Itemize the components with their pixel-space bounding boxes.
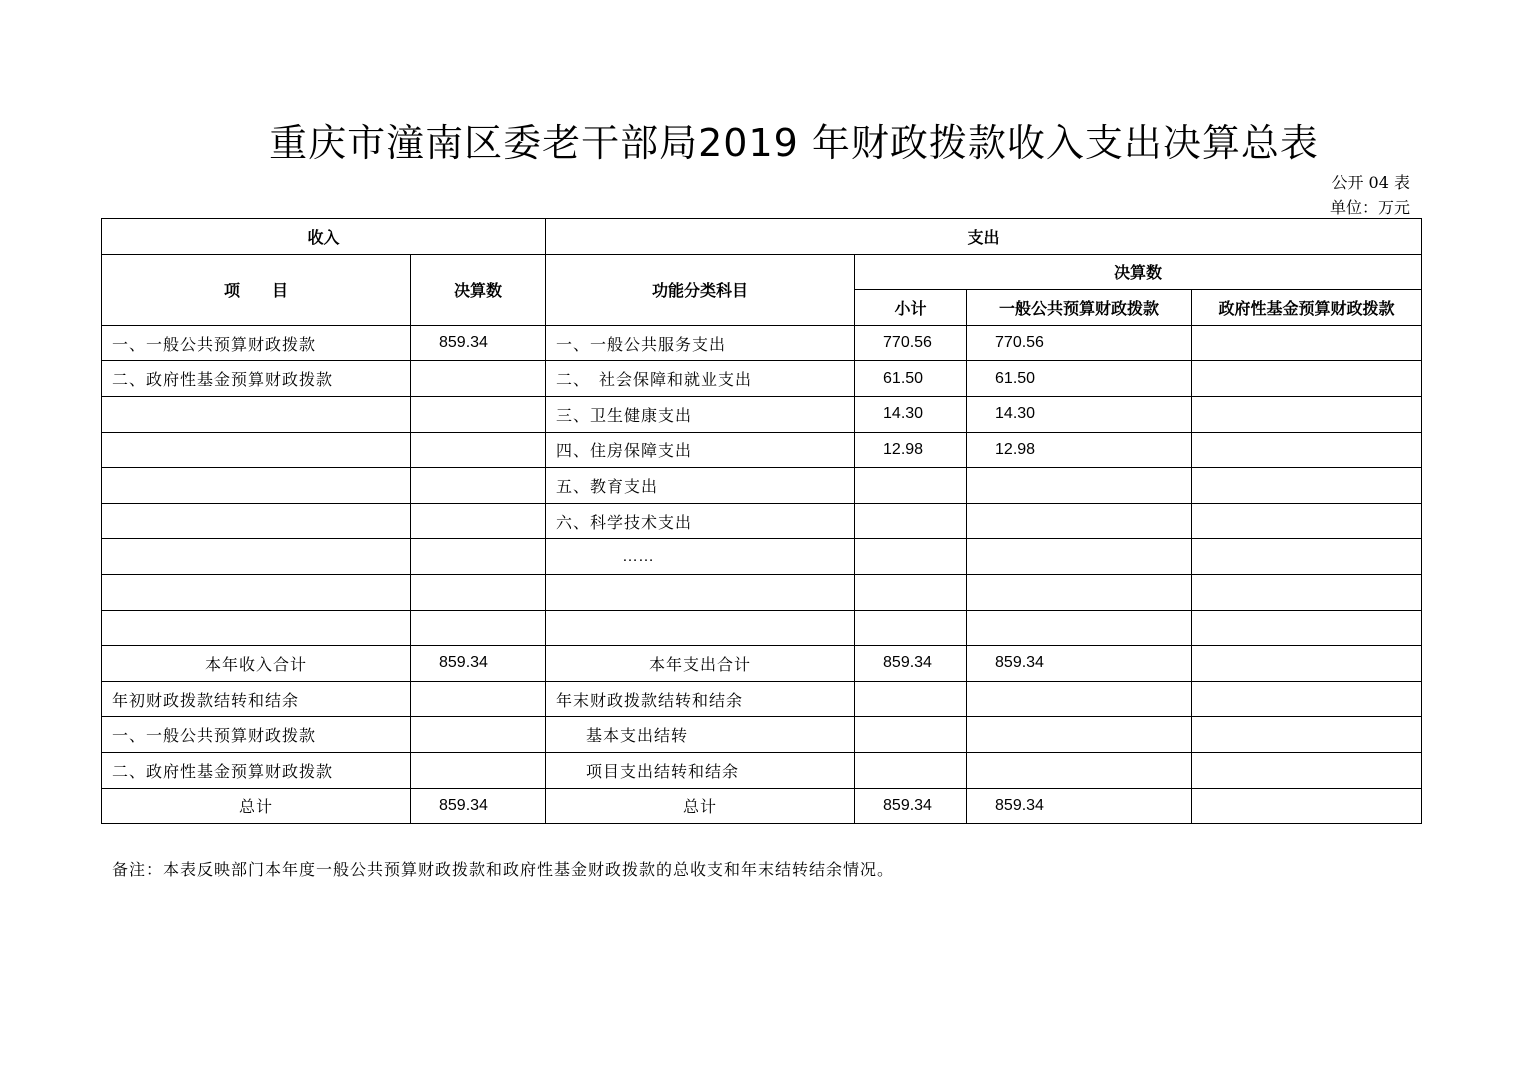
general-budget-cell — [967, 681, 1192, 717]
gov-fund-cell — [1192, 717, 1422, 753]
table-row — [102, 361, 1422, 397]
income-amount-cell — [411, 432, 546, 468]
subtotal-cell: 12.98 — [855, 432, 967, 468]
gov-fund-header: 政府性基金预算财政拨款 — [1192, 290, 1422, 326]
income-amount-cell — [411, 503, 546, 539]
general-budget-cell — [967, 468, 1192, 504]
income-item-cell — [102, 468, 411, 504]
general-budget-cell: 14.30 — [967, 396, 1192, 432]
gov-fund-cell — [1192, 432, 1422, 468]
income-item-cell: 一、一般公共预算财政拨款 — [102, 717, 411, 753]
general-budget-cell — [967, 752, 1192, 788]
subtotal-cell — [855, 574, 967, 610]
table-row — [102, 717, 1422, 753]
gov-fund-cell — [1192, 325, 1422, 361]
table-row-year-total — [102, 646, 1422, 682]
subtotal-cell — [855, 610, 967, 646]
general-budget-cell — [967, 717, 1192, 753]
income-item-cell — [102, 610, 411, 646]
gov-fund-cell — [1192, 468, 1422, 504]
gov-fund-cell — [1192, 361, 1422, 397]
general-budget-cell: 12.98 — [967, 432, 1192, 468]
expense-item-cell: 本年支出合计 — [546, 646, 855, 682]
general-budget-cell: 859.34 — [967, 788, 1192, 824]
income-item-cell — [102, 396, 411, 432]
income-item-cell: 二、政府性基金预算财政拨款 — [102, 752, 411, 788]
header-row-2 — [102, 254, 1422, 290]
table-row-grand-total — [102, 788, 1422, 824]
subtotal-cell: 770.56 — [855, 325, 967, 361]
table-row — [102, 396, 1422, 432]
income-amount-cell — [411, 717, 546, 753]
income-amount-cell — [411, 361, 546, 397]
header-row-1 — [102, 219, 1422, 255]
income-amount-cell: 859.34 — [411, 325, 546, 361]
subtotal-header: 小计 — [855, 290, 967, 326]
gov-fund-cell — [1192, 752, 1422, 788]
final-amount-header: 决算数 — [855, 254, 1422, 290]
gov-fund-cell — [1192, 574, 1422, 610]
income-header: 收入 — [102, 219, 546, 255]
form-number: 公开 04 表 — [1331, 173, 1410, 192]
table-row — [102, 574, 1422, 610]
expense-item-cell: 二、 社会保障和就业支出 — [546, 361, 855, 397]
general-budget-header: 一般公共预算财政拨款 — [967, 290, 1192, 326]
general-budget-cell — [967, 610, 1192, 646]
income-item-cell: 总计 — [102, 788, 411, 824]
unit-label: 单位：万元 — [1329, 198, 1410, 217]
general-budget-cell — [967, 503, 1192, 539]
income-amount-cell — [411, 610, 546, 646]
gov-fund-cell — [1192, 503, 1422, 539]
general-budget-cell: 859.34 — [967, 646, 1192, 682]
expense-item-cell: 年末财政拨款结转和结余 — [546, 681, 855, 717]
general-budget-cell: 61.50 — [967, 361, 1192, 397]
page-title-text: 重庆市潼南区委老干部局2019 年财政拨款收入支出决算总表 — [269, 121, 1319, 165]
table-row — [102, 432, 1422, 468]
income-item-cell — [102, 539, 411, 575]
table-row — [102, 325, 1422, 361]
table-row — [102, 539, 1422, 575]
expense-item-cell — [546, 574, 855, 610]
general-budget-cell: 770.56 — [967, 325, 1192, 361]
budget-table — [101, 218, 1422, 824]
gov-fund-cell — [1192, 681, 1422, 717]
income-amount-cell: 859.34 — [411, 788, 546, 824]
subtotal-cell — [855, 717, 967, 753]
income-item-cell — [102, 503, 411, 539]
expense-item-cell — [546, 610, 855, 646]
subtotal-cell: 61.50 — [855, 361, 967, 397]
income-amount-cell — [411, 539, 546, 575]
item-header: 项 目 — [102, 254, 411, 325]
table-row — [102, 503, 1422, 539]
gov-fund-cell — [1192, 610, 1422, 646]
function-class-header: 功能分类科目 — [546, 254, 855, 325]
income-amount-cell — [411, 681, 546, 717]
subtotal-cell — [855, 468, 967, 504]
income-amount-cell: 859.34 — [411, 646, 546, 682]
income-item-cell: 一、一般公共预算财政拨款 — [102, 325, 411, 361]
expense-item-cell: 三、卫生健康支出 — [546, 396, 855, 432]
subtotal-cell — [855, 681, 967, 717]
subtotal-cell: 859.34 — [855, 788, 967, 824]
income-item-cell: 本年收入合计 — [102, 646, 411, 682]
subtotal-cell: 14.30 — [855, 396, 967, 432]
expense-header: 支出 — [546, 219, 1422, 255]
general-budget-cell — [967, 574, 1192, 610]
subtotal-cell — [855, 752, 967, 788]
gov-fund-cell — [1192, 539, 1422, 575]
gov-fund-cell — [1192, 396, 1422, 432]
income-amount-cell — [411, 752, 546, 788]
expense-item-cell: 六、科学技术支出 — [546, 503, 855, 539]
expense-item-cell: 总计 — [546, 788, 855, 824]
table-row — [102, 752, 1422, 788]
income-item-cell: 年初财政拨款结转和结余 — [102, 681, 411, 717]
table-row — [102, 610, 1422, 646]
income-item-cell — [102, 574, 411, 610]
table-row — [102, 468, 1422, 504]
footnote: 备注：本表反映部门本年度一般公共预算财政拨款和政府性基金财政拨款的总收支和年末结转结余情况。 — [112, 860, 895, 879]
page-title — [0, 112, 1520, 167]
expense-item-cell: 四、住房保障支出 — [546, 432, 855, 468]
gov-fund-cell — [1192, 788, 1422, 824]
amount-header: 决算数 — [411, 254, 546, 325]
gov-fund-cell — [1192, 646, 1422, 682]
income-amount-cell — [411, 468, 546, 504]
income-amount-cell — [411, 574, 546, 610]
expense-item-cell: 基本支出结转 — [546, 717, 855, 753]
income-amount-cell — [411, 396, 546, 432]
subtotal-cell — [855, 503, 967, 539]
subtotal-cell — [855, 539, 967, 575]
expense-item-cell: 五、教育支出 — [546, 468, 855, 504]
income-item-cell: 二、政府性基金预算财政拨款 — [102, 361, 411, 397]
expense-item-cell: …… — [546, 539, 855, 575]
table-row — [102, 681, 1422, 717]
expense-item-cell: 一、一般公共服务支出 — [546, 325, 855, 361]
income-item-cell — [102, 432, 411, 468]
subtotal-cell: 859.34 — [855, 646, 967, 682]
general-budget-cell — [967, 539, 1192, 575]
expense-item-cell: 项目支出结转和结余 — [546, 752, 855, 788]
